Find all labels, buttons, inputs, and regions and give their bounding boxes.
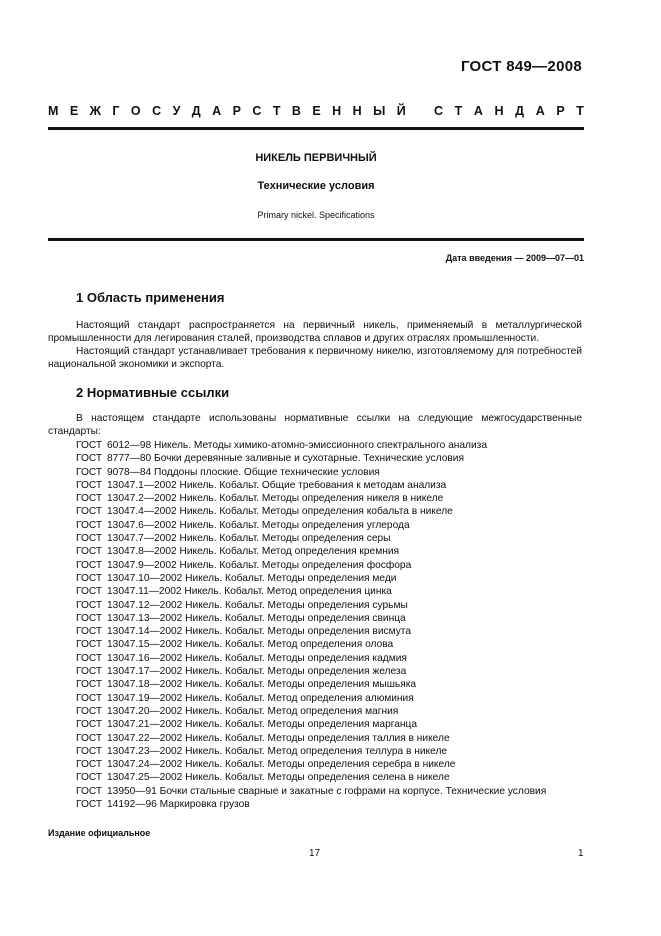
reference-item: [76, 798, 596, 811]
reference-prefix: ГОСТ: [76, 639, 103, 651]
banner-letter: О: [130, 104, 141, 118]
reference-prefix: ГОСТ: [76, 745, 103, 757]
reference-text: 13047.1—2002 Никель. Кобальт. Общие требования к методам анализа: [107, 479, 447, 491]
document-title-english: Primary nickel. Specifications: [257, 210, 375, 220]
normative-references-list: [76, 439, 596, 811]
reference-prefix: ГОСТ: [76, 533, 103, 545]
reference-text: 13047.23—2002 Никель. Кобальт. Метод определения теллура в никеле: [107, 745, 448, 757]
document-title: НИКЕЛЬ ПЕРВИЧНЫЙ: [255, 152, 377, 164]
reference-prefix: ГОСТ: [76, 732, 103, 744]
reference-item: [76, 692, 596, 705]
introduction-date: Дата введения — 2009—07—01: [445, 253, 584, 263]
reference-item: [76, 785, 596, 798]
reference-item: [76, 665, 596, 678]
banner-letter: У: [172, 104, 181, 118]
reference-prefix: ГОСТ: [76, 679, 103, 691]
reference-text: 13047.15—2002 Никель. Кобальт. Метод определения олова: [107, 639, 394, 651]
banner-letter: Р: [232, 104, 241, 118]
reference-item: [76, 758, 596, 771]
banner-letter: Е: [312, 104, 321, 118]
reference-text: 13047.18—2002 Никель. Кобальт. Методы определения мышьяка: [107, 679, 417, 691]
reference-item: [76, 652, 596, 665]
reference-item: [76, 545, 596, 558]
banner-word-standard: [434, 104, 584, 118]
reference-text: 13047.14—2002 Никель. Кобальт. Методы определения висмута: [107, 626, 412, 638]
banner-letter: Т: [272, 104, 281, 118]
reference-prefix: ГОСТ: [76, 666, 103, 678]
reference-prefix: ГОСТ: [76, 479, 103, 491]
reference-item: [76, 452, 596, 465]
reference-text: 13047.6—2002 Никель. Кобальт. Методы определения углерода: [107, 519, 410, 531]
reference-text: 13047.24—2002 Никель. Кобальт. Методы определения серебра в никеле: [107, 759, 456, 771]
reference-prefix: ГОСТ: [76, 440, 103, 451]
reference-prefix: ГОСТ: [76, 519, 103, 531]
official-edition-label: Издание официальное: [48, 828, 151, 838]
reference-prefix: ГОСТ: [76, 506, 103, 518]
banner-letter: Й: [396, 104, 406, 118]
banner-letter: Н: [352, 104, 362, 118]
banner-letter: Ж: [89, 104, 101, 118]
section-1-heading: 1 Область применения: [76, 290, 225, 305]
top-rule: [48, 127, 584, 130]
banner-letter: Д: [191, 104, 201, 118]
banner-letter: Е: [69, 104, 79, 118]
reference-prefix: ГОСТ: [76, 772, 103, 784]
page-number-right: 1: [578, 848, 584, 859]
reference-item: [76, 519, 596, 532]
reference-text: 6012—98 Никель. Методы химико-атомно-эмиссионного спектрального анализа: [107, 440, 487, 451]
reference-text: 13047.22—2002 Никель. Кобальт. Методы определения таллия в никеле: [107, 732, 450, 744]
banner-letter: А: [212, 104, 222, 118]
banner-letter: С: [434, 104, 444, 118]
reference-prefix: ГОСТ: [76, 599, 103, 611]
reference-prefix: ГОСТ: [76, 546, 103, 558]
reference-text: 8777—80 Бочки деревянные заливные и сухотарные. Технические условия: [107, 453, 464, 465]
reference-text: 13047.10—2002 Никель. Кобальт. Методы определения меди: [107, 572, 397, 584]
reference-prefix: ГОСТ: [76, 493, 103, 505]
reference-prefix: ГОСТ: [76, 466, 103, 478]
section-2-heading: 2 Нормативные ссылки: [76, 385, 230, 400]
reference-item: [76, 678, 596, 691]
reference-prefix: ГОСТ: [76, 612, 103, 624]
reference-item: [76, 705, 596, 718]
reference-item: [76, 745, 596, 758]
banner-letter: С: [252, 104, 262, 118]
reference-item: [76, 718, 596, 731]
reference-text: 13047.7—2002 Никель. Кобальт. Методы определения серы: [107, 533, 391, 545]
reference-text: 13047.13—2002 Никель. Кобальт. Методы определения свинца: [107, 612, 406, 624]
banner-letter: Р: [556, 104, 565, 118]
reference-item: [76, 466, 596, 479]
banner-letter: Г: [112, 104, 120, 118]
reference-prefix: ГОСТ: [76, 559, 103, 571]
standard-code: ГОСТ 849—2008: [460, 58, 582, 75]
banner-letter: С: [152, 104, 162, 118]
reference-item: [76, 585, 596, 598]
page-number-center: 17: [309, 848, 321, 859]
banner-letter: Д: [515, 104, 525, 118]
banner-letter: Н: [332, 104, 342, 118]
reference-prefix: ГОСТ: [76, 626, 103, 638]
reference-text: 13047.21—2002 Никель. Кобальт. Методы определения марганца: [107, 719, 418, 731]
reference-item: [76, 572, 596, 585]
reference-text: 13047.8—2002 Никель. Кобальт. Метод определения кремния: [107, 546, 400, 558]
reference-prefix: ГОСТ: [76, 453, 103, 465]
reference-prefix: ГОСТ: [76, 759, 103, 771]
reference-prefix: ГОСТ: [76, 719, 103, 731]
banner-letter: Т: [454, 104, 463, 118]
reference-text: 13047.16—2002 Никель. Кобальт. Методы определения кадмия: [107, 652, 407, 664]
reference-prefix: ГОСТ: [76, 799, 103, 811]
reference-item: [76, 439, 596, 452]
reference-text: 13047.9—2002 Никель. Кобальт. Методы определения фосфора: [107, 559, 412, 571]
reference-text: 13047.12—2002 Никель. Кобальт. Методы определения сурьмы: [107, 599, 408, 611]
bottom-rule: [48, 238, 584, 241]
reference-prefix: ГОСТ: [76, 785, 103, 797]
reference-text: 13047.11—2002 Никель. Кобальт. Метод определения цинка: [107, 586, 392, 598]
reference-item: [76, 771, 596, 784]
reference-text: 13047.2—2002 Никель. Кобальт. Методы определения никеля в никеле: [107, 493, 444, 505]
reference-text: 13950—91 Бочки стальные сварные и закатные с гофрами на корпусе. Технические условия: [107, 785, 547, 797]
reference-item: [76, 732, 596, 745]
banner-letter: Т: [576, 104, 584, 118]
reference-text: 13047.25—2002 Никель. Кобальт. Методы определения селена в никеле: [107, 772, 450, 784]
section-1-paragraph: Настоящий стандарт устанавливает требования к первичному никелю, изготовляемому для потребностей национальной экономики и экспорта.: [48, 346, 582, 370]
reference-item: [76, 505, 596, 518]
reference-prefix: ГОСТ: [76, 652, 103, 664]
reference-item: [76, 625, 596, 638]
reference-prefix: ГОСТ: [76, 586, 103, 598]
reference-text: 13047.4—2002 Никель. Кобальт. Методы определения кобальта в никеле: [107, 506, 453, 518]
reference-prefix: ГОСТ: [76, 692, 103, 704]
reference-item: [76, 492, 596, 505]
reference-item: [76, 532, 596, 545]
reference-item: [76, 479, 596, 492]
section-1-paragraph: Настоящий стандарт распространяется на первичный никель, применяемый в металлургической промышленности для легирования сталей, производства сплавов и других отраслях промышленности.: [48, 320, 582, 344]
reference-text: 13047.17—2002 Никель. Кобальт. Методы определения железа: [107, 666, 407, 678]
reference-prefix: ГОСТ: [76, 705, 103, 717]
reference-text: 13047.20—2002 Никель. Кобальт. Метод определения магния: [107, 705, 399, 717]
banner-letter: А: [535, 104, 545, 118]
interstate-standard-banner: [48, 104, 584, 118]
reference-item: [76, 559, 596, 572]
reference-text: 13047.19—2002 Никель. Кобальт. Метод определения алюминия: [107, 692, 414, 704]
reference-text: 9078—84 Поддоны плоские. Общие технические условия: [107, 466, 380, 478]
reference-item: [76, 638, 596, 651]
section-2-intro: В настоящем стандарте использованы нормативные ссылки на следующие межгосударственные стандарты:: [48, 413, 582, 437]
banner-letter: Ы: [373, 104, 386, 118]
document-subtitle: Технические условия: [257, 180, 375, 192]
banner-letter: М: [48, 104, 59, 118]
banner-letter: Н: [494, 104, 504, 118]
reference-item: [76, 599, 596, 612]
banner-letter: А: [473, 104, 483, 118]
banner-word-interstate: [48, 104, 406, 118]
reference-prefix: ГОСТ: [76, 572, 103, 584]
banner-letter: В: [291, 104, 301, 118]
reference-item: [76, 612, 596, 625]
reference-text: 14192—96 Маркировка грузов: [107, 799, 250, 811]
